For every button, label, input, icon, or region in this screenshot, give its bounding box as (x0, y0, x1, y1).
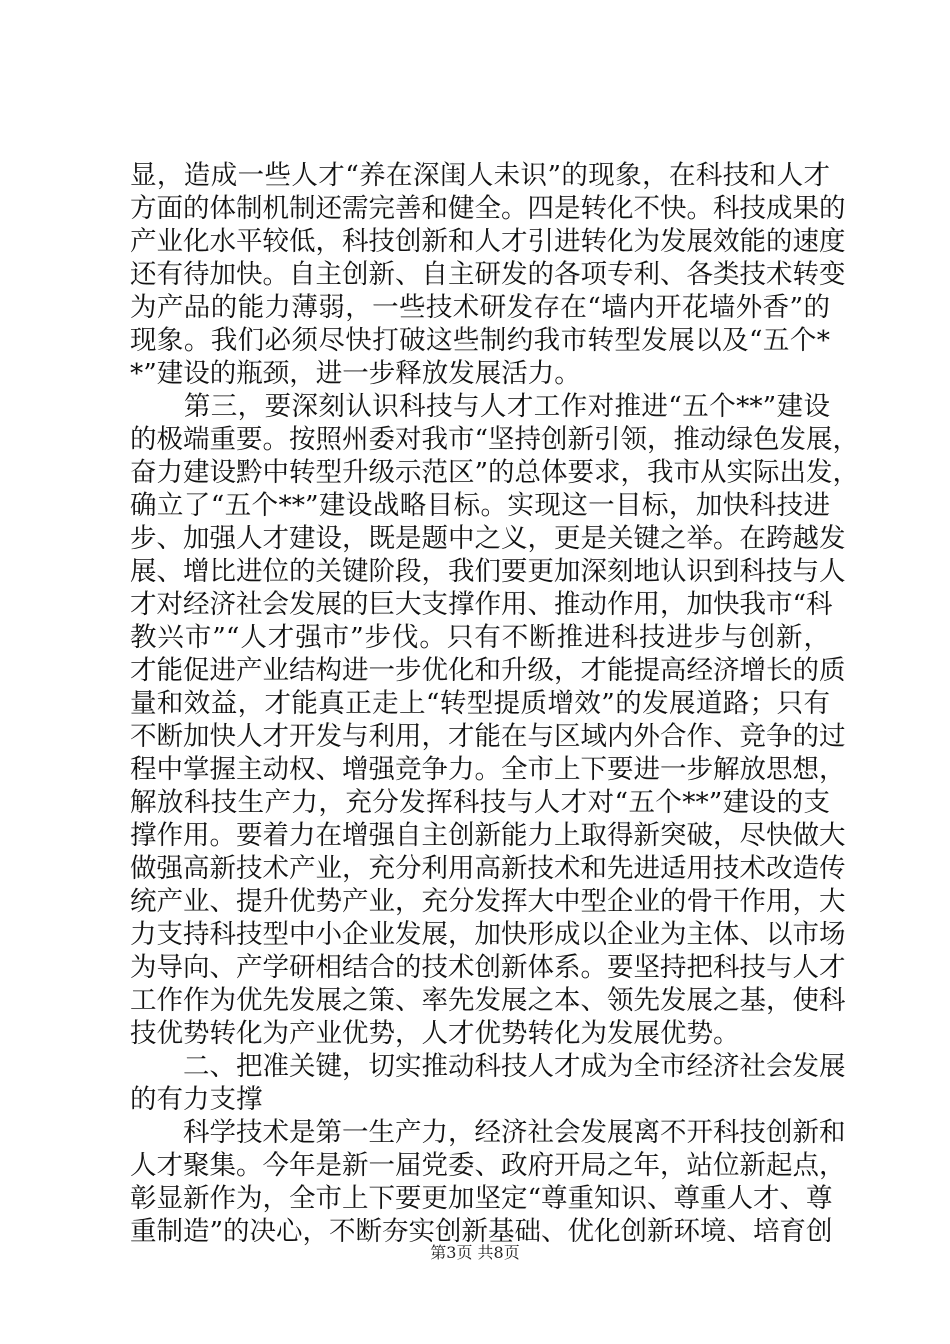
text-line: 产业化水平较低，科技创新和人才引进转化为发展效能的速度 (130, 226, 846, 257)
text-line: 二、把准关键，切实推动科技人才成为全市经济社会发展 (130, 1051, 846, 1082)
text-line: 的极端重要。按照州委对我市“坚持创新引领，推动绿色发展， (130, 424, 860, 455)
text-line: 教兴市”“人才强市”步伐。只有不断推进科技进步与创新， (130, 622, 830, 653)
text-line: 做强高新技术产业，充分利用高新技术和先进适用技术改造传 (130, 853, 846, 884)
text-line: 第三，要深刻认识科技与人才工作对推进“五个**”建设 (130, 391, 830, 422)
text-line: 还有待加快。自主创新、自主研发的各项专利、各类技术转变 (130, 259, 846, 290)
text-line: 现象。我们必须尽快打破这些制约我市转型发展以及“五个* (130, 325, 830, 356)
text-line: 技优势转化为产业优势，人才优势转化为发展优势。 (130, 1018, 740, 1049)
text-line: 才能促进产业结构进一步优化和升级，才能提高经济增长的质 (130, 655, 846, 686)
text-line: 确立了“五个**”建设战略目标。实现这一目标，加快科技进 (130, 490, 830, 521)
text-line: 量和效益，才能真正走上“转型提质增效”的发展道路；只有 (130, 688, 830, 719)
text-line: 方面的体制机制还需完善和健全。四是转化不快。科技成果的 (130, 193, 846, 224)
text-line: 不断加快人才开发与利用，才能在与区域内外合作、竞争的过 (130, 721, 846, 752)
text-line: 解放科技生产力，充分发挥科技与人才对“五个**”建设的支 (130, 787, 830, 818)
text-line: 科学技术是第一生产力，经济社会发展离不开科技创新和 (130, 1117, 846, 1148)
page-number-footer: 第3页 共8页 (430, 1243, 520, 1262)
text-line: 步、加强人才建设，既是题中之义，更是关键之举。在跨越发 (130, 523, 846, 554)
text-line: 为产品的能力薄弱，一些技术研发存在“墙内开花墙外香”的 (130, 292, 830, 323)
text-line: 统产业、提升优势产业，充分发挥大中型企业的骨干作用，大 (130, 886, 846, 917)
text-line: *”建设的瓶颈，进一步释放发展活力。 (130, 358, 581, 389)
text-line: 工作作为优先发展之策、率先发展之本、领先发展之基，使科 (130, 985, 846, 1016)
text-line: 人才聚集。今年是新一届党委、政府开局之年，站位新起点， (130, 1150, 846, 1181)
text-line: 彰显新作为，全市上下要更加坚定“尊重知识、尊重人才、尊 (130, 1183, 833, 1214)
text-line: 的有力支撑 (130, 1084, 263, 1115)
text-line: 显，造成一些人才“养在深闺人未识”的现象，在科技和人才 (130, 160, 830, 191)
text-line: 为导向、产学研相结合的技术创新体系。要坚持把科技与人才 (130, 952, 846, 983)
text-line: 力支持科技型中小企业发展，加快形成以企业为主体、以市场 (130, 919, 846, 950)
text-line: 展、增比进位的关键阶段，我们要更加深刻地认识到科技与人 (130, 556, 846, 587)
text-line: 重制造”的决心，不断夯实创新基础、优化创新环境、培育创 (130, 1216, 833, 1247)
text-line: 奋力建设黔中转型升级示范区”的总体要求，我市从实际出发， (130, 457, 860, 488)
text-line: 程中掌握主动权、增强竞争力。全市上下要进一步解放思想， (130, 754, 846, 785)
text-line: 撑作用。要着力在增强自主创新能力上取得新突破，尽快做大 (130, 820, 846, 851)
text-line: 才对经济社会发展的巨大支撑作用、推动作用，加快我市“科 (130, 589, 833, 620)
